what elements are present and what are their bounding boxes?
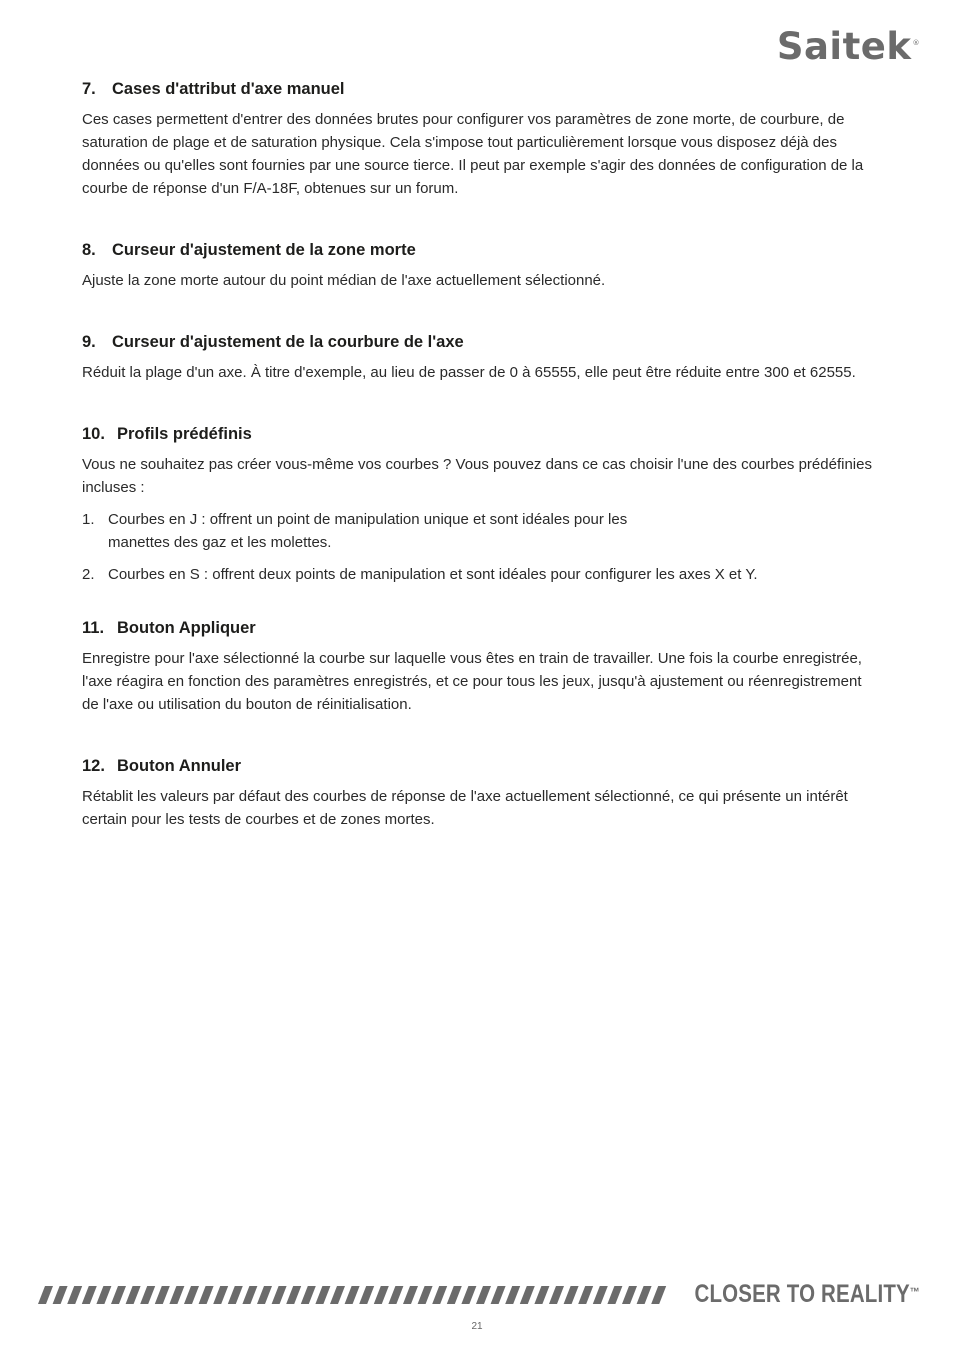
section-9 [82, 331, 874, 384]
stripe [155, 1286, 170, 1304]
stripe [184, 1286, 199, 1304]
stripe [301, 1286, 316, 1304]
stripe [67, 1286, 82, 1304]
stripe [315, 1286, 330, 1304]
stripe [126, 1286, 141, 1304]
list-item-number: 1. [82, 511, 95, 528]
stripe [564, 1286, 579, 1304]
stripe [447, 1286, 462, 1304]
stripe [286, 1286, 301, 1304]
stripe [96, 1286, 111, 1304]
list-item-text: Courbes en S : offrent deux points de manipulation et sont idéales pour configurer les axes X et Y. [108, 566, 758, 583]
stripe [38, 1286, 53, 1304]
stripe [140, 1286, 155, 1304]
section-paragraph: Ajuste la zone morte autour du point médian de l'axe actuellement sélectionné. [82, 272, 606, 289]
section-7 [82, 78, 874, 200]
footer-slogan [695, 1280, 920, 1308]
stripe [330, 1286, 345, 1304]
section-paragraph: Vous ne souhaitez pas créer vous-même vos courbes ? Vous pouvez dans ce cas choisir l'une des courbes prédéfinies incluses : [82, 456, 872, 496]
stripe [491, 1286, 506, 1304]
section-heading [82, 755, 874, 777]
page-number: 21 [471, 1321, 483, 1332]
section-10 [82, 423, 874, 586]
list-item [82, 563, 874, 586]
section-heading [82, 239, 874, 261]
stripe [418, 1286, 433, 1304]
section-title: Cases d'attribut d'axe manuel [112, 80, 345, 98]
stripe [228, 1286, 243, 1304]
stripe [461, 1286, 476, 1304]
section-paragraph: Ces cases permettent d'entrer des données brutes pour configurer vos paramètres de zone morte, de courbure, de saturation de plage et de saturation physique. Cela s'impose tout particulièrement lorsque vous disposez déjà des données ou qu'elles sont fournies par une source tierce. Il peut par exemple s'agir des données de configuration de la courbe de réponse d'un F/A-18F, obtenues sur un forum. [82, 111, 864, 197]
section-title: Curseur d'ajustement de la courbure de l'axe [112, 333, 464, 351]
section-number: 8. [82, 241, 96, 259]
stripe [578, 1286, 593, 1304]
stripe [374, 1286, 389, 1304]
stripe [505, 1286, 520, 1304]
stripe [388, 1286, 403, 1304]
section-11 [82, 617, 874, 716]
stripe [82, 1286, 97, 1304]
stripe [651, 1286, 666, 1304]
stripe [593, 1286, 608, 1304]
section-title: Bouton Annuler [117, 757, 242, 775]
saitek-logo [776, 25, 920, 68]
stripe [549, 1286, 564, 1304]
section-paragraph: Rétablit les valeurs par défaut des courbes de réponse de l'axe actuellement sélectionné, ce qui présente un intérêt certain pour les tests de courbes et de zones mortes. [82, 788, 848, 828]
stripe [607, 1286, 622, 1304]
stripe [359, 1286, 374, 1304]
stripe [622, 1286, 637, 1304]
section-heading [82, 331, 874, 353]
section-number: 10. [82, 425, 105, 443]
footer-band [38, 1280, 920, 1308]
stripe [257, 1286, 272, 1304]
stripe [403, 1286, 418, 1304]
stripe [520, 1286, 535, 1304]
list-item-number: 2. [82, 566, 95, 583]
stripe [345, 1286, 360, 1304]
list-item [82, 508, 874, 554]
stripe-decoration [38, 1286, 670, 1304]
section-heading [82, 78, 874, 100]
stripe [272, 1286, 287, 1304]
logo-text: Saitek [776, 25, 912, 68]
section-title: Bouton Appliquer [117, 619, 256, 637]
section-title: Profils prédéfinis [117, 425, 252, 443]
stripe [476, 1286, 491, 1304]
section-paragraph: Réduit la plage d'un axe. À titre d'exemple, au lieu de passer de 0 à 65555, elle peut être réduite entre 300 et 62555. [82, 364, 856, 381]
preset-list [82, 508, 874, 586]
stripe [111, 1286, 126, 1304]
section-8 [82, 239, 874, 292]
section-heading [82, 423, 874, 445]
stripe [242, 1286, 257, 1304]
section-paragraph: Enregistre pour l'axe sélectionné la courbe sur laquelle vous êtes en train de travailler. Une fois la courbe enregistrée, l'axe réagira en fonction des paramètres enregistrés, et ce pour tous les jeux, jusqu'à ajustement ou réenregistrement de l'axe ou utilisation du bouton de réinitialisation. [82, 650, 862, 713]
section-title: Curseur d'ajustement de la zone morte [112, 241, 416, 259]
stripe [213, 1286, 228, 1304]
section-heading [82, 617, 874, 639]
list-item-text: Courbes en J : offrent un point de manipulation unique et sont idéales pour les manettes des gaz et les molettes. [108, 511, 628, 551]
section-number: 7. [82, 80, 96, 98]
stripe [432, 1286, 447, 1304]
section-12 [82, 755, 874, 831]
section-number: 9. [82, 333, 96, 351]
stripe [199, 1286, 214, 1304]
document-body [82, 78, 874, 870]
section-number: 12. [82, 757, 105, 775]
stripe [53, 1286, 68, 1304]
section-number: 11. [82, 619, 105, 637]
stripe [169, 1286, 184, 1304]
stripe [637, 1286, 652, 1304]
slogan-text: CLOSER TO REALITY [694, 1280, 910, 1308]
stripe [534, 1286, 549, 1304]
registered-mark: ® [912, 39, 920, 47]
trademark-mark: ™ [909, 1285, 920, 1299]
